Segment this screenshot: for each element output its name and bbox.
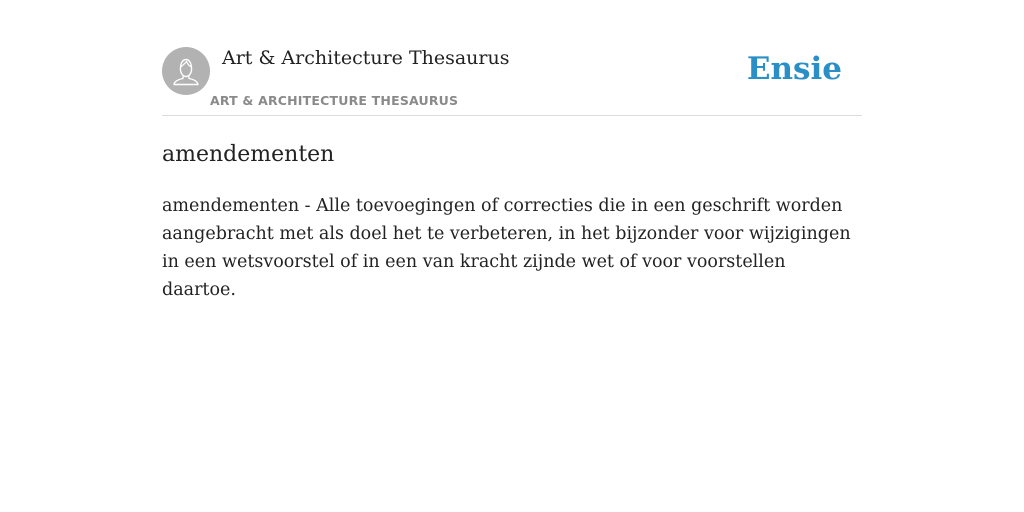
entry-header [162, 0, 862, 116]
user-icon [162, 47, 210, 95]
author-name[interactable]: Art & Architecture Thesaurus [222, 47, 510, 69]
source-label[interactable]: ART & ARCHITECTURE THESAURUS [210, 93, 459, 108]
avatar[interactable] [162, 47, 210, 95]
entry-card [162, 0, 862, 512]
ensie-logo[interactable]: Ensie [746, 51, 842, 87]
entry-definition: amendementen - Alle toevoegingen of correcties die in een geschrift worden aangebracht met als doel het te verbeteren, in het bijzonder voor wijzigingen in een wetsvoorstel of in een van kracht zijnde wet of voor voorstellen daartoe. [162, 196, 851, 300]
entry-title: amendementen [162, 142, 335, 167]
